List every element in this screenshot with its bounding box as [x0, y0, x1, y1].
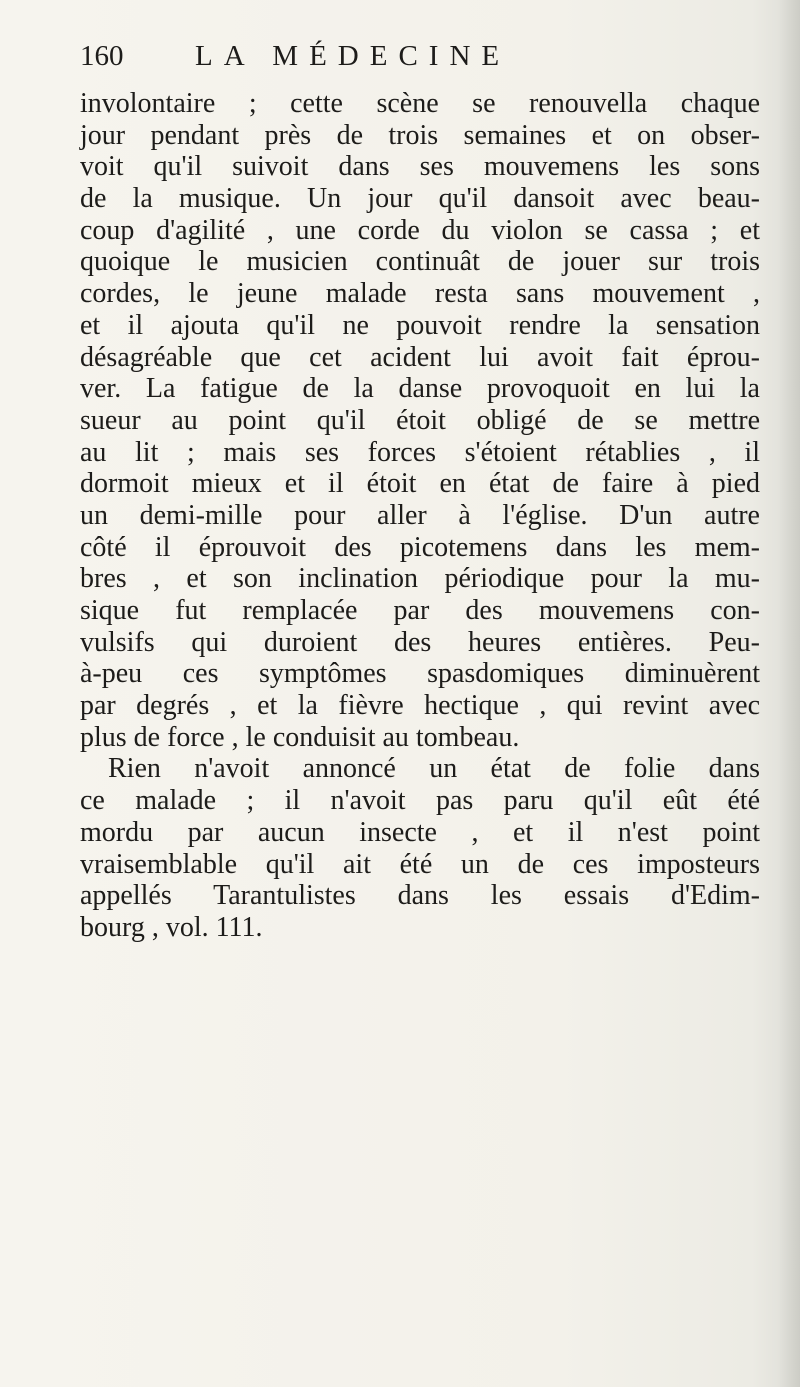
text-line: voit qu'il suivoit dans ses mouvemens les sons — [80, 151, 760, 183]
text-line: à-peu ces symptômes spasdomiques diminuèrent — [80, 658, 760, 690]
text-line: un demi-mille pour aller à l'église. D'un autre — [80, 499, 760, 531]
text-line: vulsifs qui duroient des heures entières. Peu- — [80, 626, 760, 658]
page-number: 160 — [80, 40, 124, 72]
text-line: côté il éprouvoit des picotemens dans les mem- — [80, 531, 760, 563]
text-line: jour pendant près de trois semaines et on obser- — [80, 119, 760, 151]
body-text — [80, 88, 760, 944]
text-line: mordu par aucun insecte , et il n'est point — [80, 816, 760, 848]
text-line: plus de force , le conduisit au tombeau. — [80, 721, 520, 753]
text-line: bres , et son inclination périodique pour la mu- — [80, 563, 760, 595]
text-line: et il ajouta qu'il ne pouvoit rendre la sensation — [80, 309, 760, 341]
page-edge-shadow — [778, 0, 800, 1387]
text-line: sique fut remplacée par des mouvemens con- — [80, 595, 760, 626]
text-line: par degrés , et la fièvre hectique , qui revint avec — [80, 690, 760, 722]
text-line: dormoit mieux et il étoit en état de faire à pied — [80, 468, 760, 500]
text-line: au lit ; mais ses forces s'étoient rétablies , il — [80, 436, 760, 468]
text-line: sueur au point qu'il étoit obligé de se mettre — [80, 404, 760, 436]
text-line: coup d'agilité , une corde du violon se cassa ; et — [80, 214, 760, 246]
text-line: de la musique. Un jour qu'il dansoit avec beau- — [80, 183, 760, 215]
text-line: bourg , vol. 111. — [80, 911, 263, 943]
page-header — [80, 40, 760, 80]
text-line: involontaire ; cette scène se renouvella chaque — [80, 88, 760, 119]
text-line: quoique le musicien continuât de jouer sur trois — [80, 246, 760, 278]
text-line: vraisemblable qu'il ait été un de ces imposteurs — [80, 848, 760, 880]
text-line: ver. La fatigue de la danse provoquoit en lui la — [80, 373, 760, 405]
running-title: LA MÉDECINE — [195, 40, 511, 72]
text-line: cordes, le jeune malade resta sans mouvement , — [80, 278, 760, 310]
text-line: désagréable que cet acident lui avoit fait éprou- — [80, 341, 760, 373]
text-line: appellés Tarantulistes dans les essais d'Edim- — [80, 880, 760, 912]
text-line: Rien n'avoit annoncé un état de folie dans — [108, 753, 760, 785]
text-line: ce malade ; il n'avoit pas paru qu'il eût été — [80, 785, 760, 817]
